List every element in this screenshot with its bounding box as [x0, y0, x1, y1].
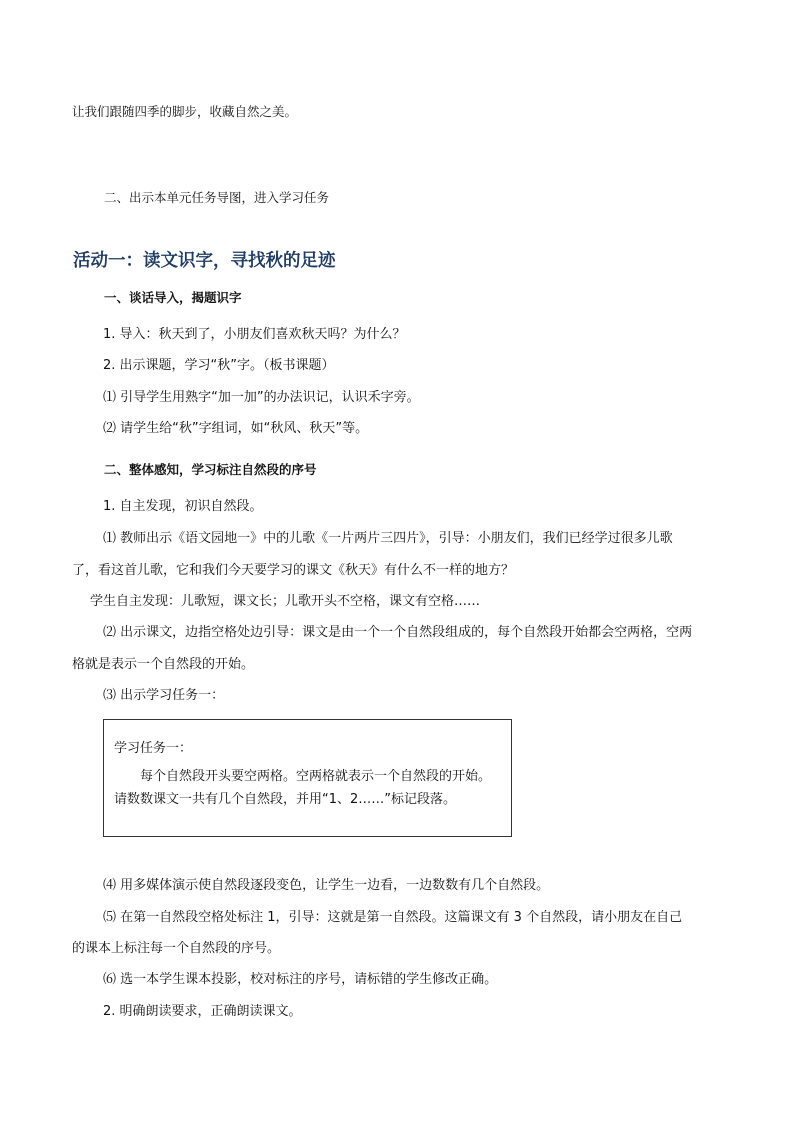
intro-line: 让我们跟随四季的脚步，收藏自然之美。 — [72, 104, 298, 119]
section-one-item-2: 2. 出示课题，学习“秋”字。（板书课题） — [103, 358, 335, 373]
section-two-item-1: 1. 自主发现，初识自然段。 — [103, 499, 263, 514]
section-one-item-2-1: ⑴ 引导学生用熟字“加一加”的办法识记，认识禾字旁。 — [103, 390, 420, 405]
paragraph-1-2-line-2: 格就是表示一个自然段的开始。 — [72, 657, 255, 672]
activity-title: 活动一：读文识字，寻找秋的足迹 — [73, 251, 336, 271]
section-two-heading: 二、整体感知，学习标注自然段的序号 — [104, 462, 317, 477]
paragraph-1-1-line-2: 了，看这首儿歌，它和我们今天要学习的课文《秋天》有什么不一样的地方？ — [72, 563, 515, 578]
section-two-item-2: 2. 明确朗读要求，正确朗读课文。 — [103, 1004, 302, 1019]
task-box-line-1: 每个自然段开头要空两格。空两格就表示一个自然段的开始。 — [140, 769, 492, 784]
section-one-item-1: 1. 导入：秋天到了，小朋友们喜欢秋天吗？为什么？ — [103, 327, 406, 342]
paragraph-1-4: ⑷ 用多媒体演示使自然段逐段变色，让学生一边看，一边数数有几个自然段。 — [103, 878, 550, 893]
step-two-line: 二、出示本单元任务导图，进入学习任务 — [104, 190, 330, 205]
section-one-heading: 一、谈话导入，揭题识字 — [104, 290, 242, 305]
paragraph-1-2-line-1: ⑵ 出示课文，边指空格处边引导：课文是由一个一个自然段组成的，每个自然段开始都会空两格，空两 — [103, 625, 693, 640]
paragraph-1-3: ⑶ 出示学习任务一： — [103, 688, 225, 703]
task-box-line-2: 请数数课文一共有几个自然段，并用“1、2……”标记段落。 — [114, 792, 457, 807]
paragraph-1-1-line-1: ⑴ 教师出示《语文园地一》中的儿歌《一片两片三四片》，引导：小朋友们，我们已经学过很多儿歌 — [103, 531, 673, 546]
paragraph-1-6: ⑹ 选一本学生课本投影，校对标注的序号，请标错的学生修改正确。 — [103, 972, 498, 987]
section-one-item-2-2: ⑵ 请学生给“秋”字组词，如“秋风、秋天”等。 — [103, 421, 369, 436]
learning-task-box — [103, 719, 512, 837]
paragraph-1-5-line-1: ⑸ 在第一自然段空格处标注 1，引导：这就是第一自然段。这篇课文有 3 个自然段，请小朋友在自己 — [103, 910, 683, 925]
task-box-title: 学习任务一： — [114, 741, 193, 756]
paragraph-1-1-line-3: 学生自主发现：儿歌短，课文长；儿歌开头不空格，课文有空格…… — [90, 594, 481, 609]
paragraph-1-5-line-2: 的课本上标注每一个自然段的序号。 — [72, 941, 281, 956]
